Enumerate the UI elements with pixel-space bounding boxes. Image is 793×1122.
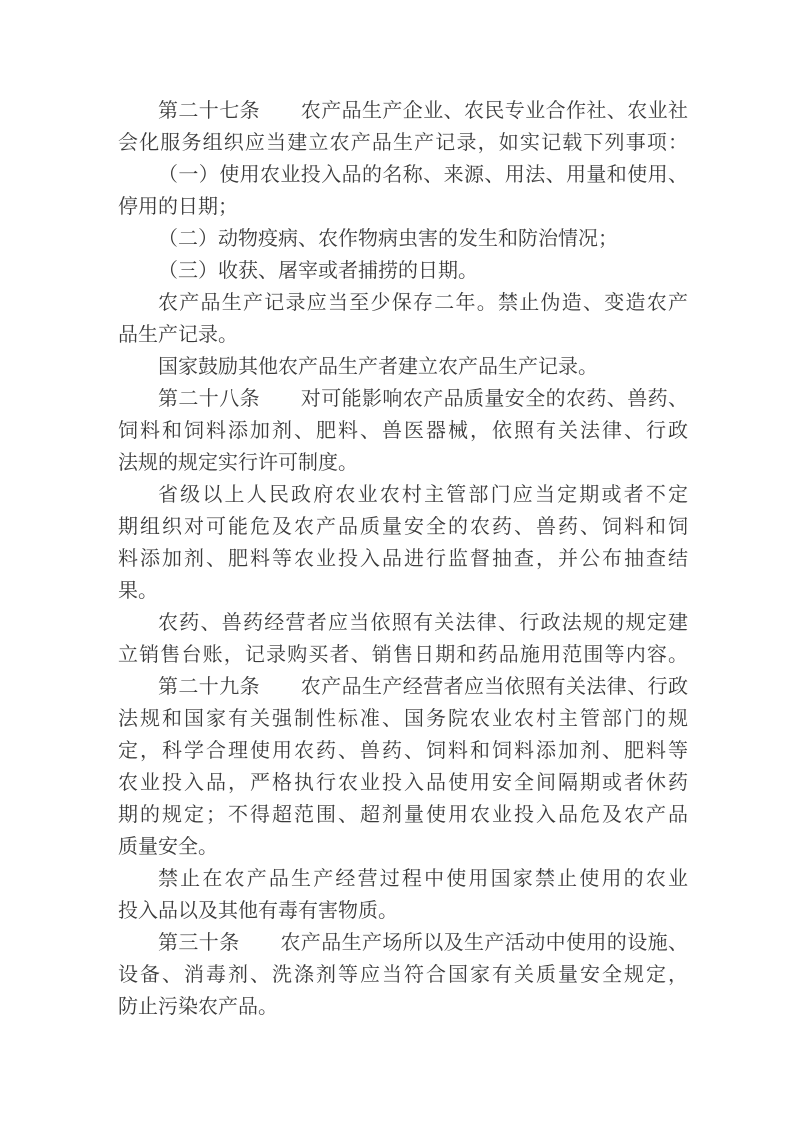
text-line: 法规的规定实行许可制度。 <box>118 452 358 474</box>
text-line: （三）收获、屠宰或者捕捞的日期。 <box>158 260 478 282</box>
text-line: 品生产记录。 <box>118 324 238 346</box>
paragraph-6 <box>118 351 688 383</box>
text-line: 立销售台账，记录购买者、销售日期和药品施用范围等内容。 <box>118 644 688 666</box>
text-line: 会化服务组织应当建立农产品生产记录，如实记载下列事项： <box>118 132 688 154</box>
text-line: （二）动物疫病、农作物病虫害的发生和防治情况； <box>158 228 618 250</box>
paragraph-3 <box>118 223 688 255</box>
text-line: 防止污染农产品。 <box>118 996 278 1018</box>
text-line: 料添加剂、肥料等农业投入品进行监督抽查，并公布抽查结 <box>118 548 688 570</box>
text-line: 禁止在农产品生产经营过程中使用国家禁止使用的农业 <box>158 868 688 890</box>
text-line: 果。 <box>118 580 158 602</box>
text-line: （一）使用农业投入品的名称、来源、用法、用量和使用、 <box>158 164 688 186</box>
paragraph-11 <box>118 863 688 927</box>
text-line: 饲料和饲料添加剂、肥料、兽医器械，依照有关法律、行政 <box>118 420 688 442</box>
text-line: 第二十九条 农产品生产经营者应当依照有关法律、行政 <box>158 676 688 698</box>
text-line: 省级以上人民政府农业农村主管部门应当定期或者不定 <box>158 484 688 506</box>
paragraph-10 <box>118 671 688 863</box>
text-line: 质量安全。 <box>118 836 218 858</box>
text-line: 设备、消毒剂、洗涤剂等应当符合国家有关质量安全规定， <box>118 964 688 986</box>
text-line: 国家鼓励其他农产品生产者建立农产品生产记录。 <box>158 356 598 378</box>
text-line: 定，科学合理使用农药、兽药、饲料和饲料添加剂、肥料等 <box>118 740 688 762</box>
text-line: 期的规定；不得超范围、超剂量使用农业投入品危及农产品 <box>118 804 688 826</box>
text-line: 农产品生产记录应当至少保存二年。禁止伪造、变造农产 <box>158 292 688 314</box>
paragraph-5 <box>118 287 688 351</box>
text-line: 法规和国家有关强制性标准、国务院农业农村主管部门的规 <box>118 708 688 730</box>
text-line: 投入品以及其他有毒有害物质。 <box>118 900 398 922</box>
text-line: 期组织对可能危及农产品质量安全的农药、兽药、饲料和饲 <box>118 516 688 538</box>
paragraph-1 <box>118 95 688 159</box>
text-line: 农药、兽药经营者应当依照有关法律、行政法规的规定建 <box>158 612 688 634</box>
paragraph-8 <box>118 479 688 607</box>
paragraph-12 <box>118 927 688 1023</box>
text-line: 第二十八条 对可能影响农产品质量安全的农药、兽药、 <box>158 388 688 410</box>
text-line: 第二十七条 农产品生产企业、农民专业合作社、农业社 <box>158 100 688 122</box>
paragraph-2 <box>118 159 688 223</box>
paragraph-9 <box>118 607 688 671</box>
text-line: 停用的日期； <box>118 196 238 218</box>
document-body <box>118 95 688 1023</box>
text-line: 第三十条 农产品生产场所以及生产活动中使用的设施、 <box>158 932 688 954</box>
paragraph-4 <box>118 255 688 287</box>
text-line: 农业投入品，严格执行农业投入品使用安全间隔期或者休药 <box>118 772 688 794</box>
paragraph-7 <box>118 383 688 479</box>
